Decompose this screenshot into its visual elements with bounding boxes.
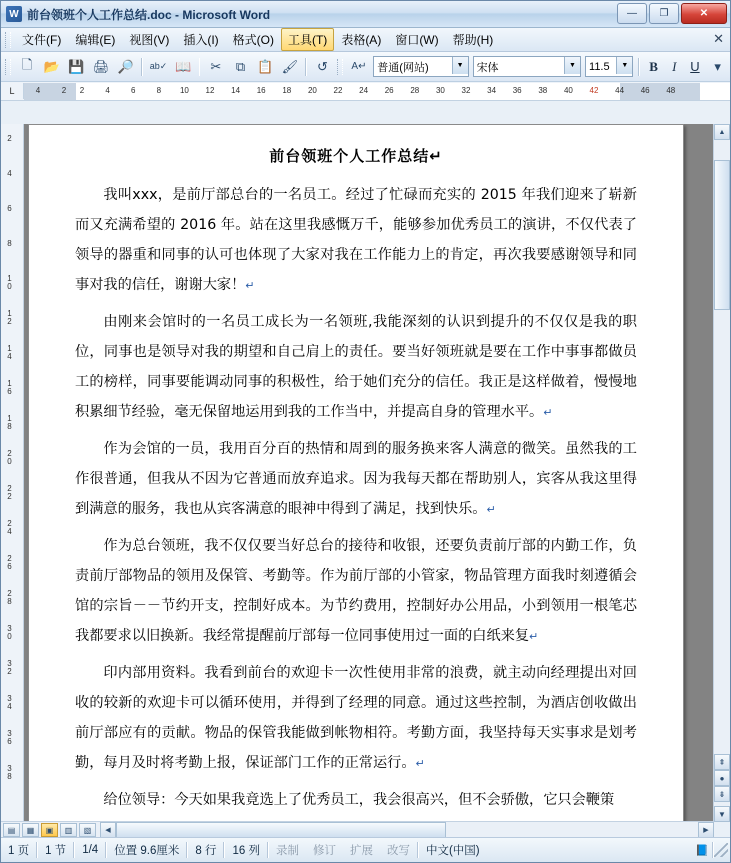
view-buttons-group	[1, 823, 96, 837]
vertical-scrollbar[interactable]	[713, 124, 730, 822]
document-page[interactable]	[28, 124, 684, 822]
paragraph-text: 给位领导：今天如果我竟选上了优秀员工，我会很高兴，但不会骄傲，它只会鞭策	[103, 792, 615, 808]
vertical-ruler-mark: 14	[5, 344, 14, 360]
scroll-up-button[interactable]: ▲	[714, 124, 730, 140]
status-section: 1 节	[45, 845, 67, 857]
vertical-ruler-mark: 34	[5, 694, 14, 710]
paragraph-mark: ↵	[245, 279, 255, 292]
ruler-mark: 16	[256, 85, 266, 95]
italic-button[interactable]	[664, 56, 685, 78]
ruler-mark: 34	[487, 85, 497, 95]
new-document-icon[interactable]: 🗋	[21, 56, 33, 72]
spell-check-icon[interactable]: 📘	[695, 844, 709, 857]
paragraph-text: 我叫xxx，是前厅部总台的一名员工。经过了忙碌而充实的 2015 年我们迎来了崭新而又充满希望的 2016 年。站在这里我感慨万千，能够参加优秀员工的演讲，不仅代表了领导的器重和同事的认可也体现了大家对我在工作能力上的肯定，再次我要感谢领导和同事对我的信任，谢谢大家！	[75, 187, 637, 293]
horizontal-ruler[interactable]	[1, 82, 730, 101]
bold-button[interactable]	[643, 56, 664, 78]
toolbar-separator	[141, 58, 143, 76]
status-track-changes[interactable]: 修订	[312, 845, 336, 857]
vertical-ruler-mark: 16	[5, 379, 14, 395]
next-page-button[interactable]: ⇟	[714, 786, 730, 802]
underline-label: U	[690, 59, 700, 74]
horizontal-scroll-thumb[interactable]	[116, 822, 446, 838]
window-controls	[617, 3, 727, 24]
close-button[interactable]: ✕	[681, 3, 727, 24]
word-document-icon: W	[6, 6, 22, 22]
resize-grip[interactable]	[714, 843, 728, 857]
ruler-mark: 14	[231, 85, 241, 95]
vertical-ruler-mark: 8	[5, 239, 14, 247]
vertical-ruler-mark: 28	[5, 589, 14, 605]
cut-icon[interactable]: ✂	[210, 58, 222, 74]
ruler-mark: 2	[79, 85, 85, 95]
ruler-mark: 20	[307, 85, 317, 95]
vertical-ruler-mark: 6	[5, 204, 14, 212]
menu-item-table[interactable]: 表格(A)	[341, 33, 382, 47]
tab-selector-button[interactable]: L	[1, 83, 24, 99]
vertical-ruler-mark: 18	[5, 414, 14, 430]
print-preview-icon[interactable]: 🔎	[117, 58, 134, 74]
vertical-ruler-mark: 24	[5, 519, 14, 535]
vertical-ruler-mark: 36	[5, 729, 14, 745]
format-painter-icon[interactable]: 🖌	[281, 58, 299, 74]
toolbar-options-icon[interactable]: ▾	[714, 58, 721, 74]
outline-view-button[interactable]: ▥	[60, 823, 77, 837]
paste-icon[interactable]: 📋	[257, 58, 274, 74]
scroll-left-button[interactable]: ◀	[100, 822, 116, 838]
vertical-ruler[interactable]	[1, 124, 24, 822]
ruler-mark: 28	[410, 85, 420, 95]
styles-and-formatting-icon[interactable]: A↵	[351, 61, 367, 72]
paragraph-text: 印内部用资料。我看到前台的欢迎卡一次性使用非常的浪费，就主动向经理提出对回收的较新的欢迎卡可以循环使用，并得到了经理的同意。通过这些控制，为酒店创收做出前厅部应有的贡献。物品的保管我能做到帐物相符。考勤方面，我坚持每天实事求是划考勤，每月及时将考勤上报，保证部门工作的正常运行。	[75, 665, 637, 771]
status-right-group	[692, 842, 730, 858]
normal-view-button[interactable]: ▤	[3, 823, 20, 837]
scroll-right-button[interactable]: ▶	[698, 822, 714, 838]
select-browse-object-button[interactable]: ●	[714, 770, 730, 786]
ruler-mark: 18	[282, 85, 292, 95]
research-icon[interactable]: 📖	[175, 58, 192, 74]
horizontal-scroll-track[interactable]	[116, 822, 698, 838]
ruler-mark: 6	[130, 85, 136, 95]
menu-item-file[interactable]: 文件(F)	[22, 33, 62, 47]
vertical-scroll-thumb[interactable]	[714, 160, 730, 310]
status-position: 位置 9.6厘米	[114, 845, 180, 857]
document-paragraph[interactable]	[75, 658, 637, 779]
status-record-macro[interactable]: 录制	[275, 845, 299, 857]
vertical-ruler-mark: 26	[5, 554, 14, 570]
paragraph-mark: ↵	[529, 630, 539, 643]
status-page-count: 1/4	[82, 844, 99, 856]
document-heading	[75, 145, 637, 166]
toolbar-separator	[638, 58, 640, 76]
ruler-margin-region	[620, 83, 700, 100]
undo-icon[interactable]: ↺	[317, 58, 328, 74]
vertical-ruler-mark: 30	[5, 624, 14, 640]
ruler-mark: 4	[105, 85, 110, 95]
print-layout-view-button[interactable]: ▣	[41, 823, 58, 837]
menu-item-insert[interactable]: 插入(I)	[183, 33, 219, 47]
style-combo[interactable]	[373, 56, 468, 77]
document-paragraph[interactable]	[75, 180, 637, 301]
window-title: 前台领班个人工作总结.doc - Microsoft Word	[27, 7, 271, 22]
ruler-mark: 10	[179, 85, 189, 95]
minimize-button[interactable]: —	[617, 3, 647, 24]
ruler-scale[interactable]	[76, 83, 730, 100]
vertical-ruler-mark: 32	[5, 659, 14, 675]
vertical-ruler-mark: 10	[5, 274, 14, 290]
scroll-down-button[interactable]: ▼	[714, 806, 730, 822]
ruler-mark: 24	[359, 85, 369, 95]
ruler-mark: 4	[35, 85, 41, 95]
close-document-button[interactable]: ✕	[713, 31, 724, 46]
document-paragraph[interactable]	[75, 434, 637, 525]
document-paragraph[interactable]	[75, 307, 637, 428]
paragraph-mark: ↵	[415, 757, 425, 770]
ruler-mark: 40	[563, 85, 573, 95]
maximize-button[interactable]: ❐	[649, 3, 679, 24]
vertical-ruler-mark: 12	[5, 309, 14, 325]
menu-item-window[interactable]: 窗口(W)	[395, 33, 439, 47]
paragraph-text: 作为总台领班，我不仅仅要当好总台的接待和收银，还要负责前厅部的内勤工作，负责前厅部物品的领用及保管、考勤等。作为前厅部的小管家，物品管理方面我时刻遵循会馆的宗旨－－节约开支，控制好成本。为节约费用，控制好办公用品，小到领用一根笔芯我都要求以旧换新。我经常提醒前厅部每一位同事使用过一面的白纸来复	[75, 538, 637, 644]
paragraph-mark: ↵	[429, 147, 443, 165]
ruler-mark: 38	[538, 85, 548, 95]
font-combo[interactable]	[473, 56, 581, 77]
status-bar	[1, 837, 730, 862]
ruler-mark: 32	[461, 85, 471, 95]
menu-item-edit[interactable]: 编辑(E)	[75, 33, 116, 47]
chevron-down-icon[interactable]: ▼	[452, 57, 468, 74]
chevron-down-icon[interactable]: ▼	[616, 57, 632, 74]
italic-label: I	[672, 58, 677, 74]
status-column: 16 列	[232, 845, 260, 857]
toolbar-separator	[199, 58, 201, 76]
bold-label: B	[649, 58, 658, 74]
print-icon[interactable]: 🖨	[92, 58, 110, 74]
menu-item-help[interactable]: 帮助(H)	[452, 33, 494, 47]
title-bar	[1, 1, 730, 28]
ruler-mark: 46	[640, 85, 650, 95]
document-paragraph[interactable]	[75, 785, 637, 815]
paragraph-mark: ↵	[486, 503, 496, 516]
document-heading-text: 前台领班个人工作总结	[269, 147, 430, 165]
ruler-mark: 8	[156, 85, 162, 95]
ruler-mark: 22	[333, 85, 343, 95]
status-line: 8 行	[195, 845, 217, 857]
ruler-mark: 48	[666, 85, 676, 95]
ruler-mark: 12	[205, 85, 215, 95]
font-combo-value: 宋体	[476, 61, 499, 74]
save-icon[interactable]: 💾	[68, 58, 85, 74]
paragraph-text: 作为会馆的一员，我用百分百的热情和周到的服务换来客人满意的微笑。虽然我的工作很普通，但我从不因为它普通而放弃追求。因为我每天都在帮助别人，宾客从我这里得到满意的服务，我也从宾客满意的眼神中得到了满足，找到快乐。	[75, 441, 637, 517]
vertical-ruler-mark: 20	[5, 449, 14, 465]
web-layout-view-button[interactable]: ▦	[22, 823, 39, 837]
ruler-mark: 2	[61, 85, 67, 95]
ruler-mark: 42	[589, 85, 599, 95]
vertical-ruler-mark: 2	[5, 134, 14, 142]
horizontal-scrollbar-row	[1, 821, 714, 838]
style-combo-value: 普通(网站)	[377, 61, 429, 74]
ruler-mark: 26	[384, 85, 394, 95]
menu-bar	[1, 28, 730, 52]
menu-item-view[interactable]: 视图(V)	[129, 33, 170, 47]
open-document-icon[interactable]: 📂	[43, 58, 60, 74]
status-page: 1 页	[8, 845, 30, 857]
spelling-check-icon[interactable]: ab✓	[149, 61, 168, 71]
standard-toolbar	[1, 52, 730, 82]
chevron-down-icon[interactable]: ▼	[564, 57, 580, 74]
reading-layout-view-button[interactable]: ▧	[79, 823, 96, 837]
ruler-mark: 44	[615, 85, 625, 95]
status-extend-selection[interactable]: 扩展	[349, 845, 373, 857]
font-size-combo[interactable]	[585, 56, 633, 77]
document-workspace	[1, 124, 730, 822]
status-overtype[interactable]: 改写	[386, 845, 410, 857]
copy-icon[interactable]: ⧉	[235, 58, 246, 74]
ruler-mark: 30	[435, 85, 445, 95]
menu-drag-handle[interactable]	[5, 32, 11, 48]
vertical-ruler-mark: 4	[5, 169, 14, 177]
document-paragraph[interactable]	[75, 531, 637, 652]
underline-button[interactable]	[685, 56, 706, 78]
standard-toolbar-drag-handle[interactable]	[5, 59, 11, 75]
paragraph-text: 由刚来会馆时的一名员工成长为一名领班,我能深刻的认识到提升的不仅仅是我的职位，同事也是领导对我的期望和自己肩上的责任。要当好领班就是要在工作中事事都做员工的榜样，同事要能调动同事的积极性，给于她们充分的信任。我正是这样做着，慢慢地积累细节经验，毫无保留地运用到我的工作当中，并提高自身的管理水平。	[75, 314, 637, 420]
previous-page-button[interactable]: ⇞	[714, 754, 730, 770]
status-language[interactable]: 中文(中国)	[425, 845, 480, 857]
formatting-toolbar-drag-handle[interactable]	[337, 59, 343, 75]
menu-item-tools[interactable]: 工具(T)	[281, 28, 334, 51]
paragraph-mark: ↵	[543, 406, 553, 419]
vertical-ruler-mark: 22	[5, 484, 14, 500]
toolbar-separator	[305, 58, 307, 76]
font-size-combo-value: 11.5	[589, 60, 610, 73]
vertical-ruler-mark: 38	[5, 764, 14, 780]
document-scroll-area[interactable]	[24, 124, 730, 822]
ruler-mark: 36	[512, 85, 522, 95]
menu-item-format[interactable]: 格式(O)	[232, 33, 274, 47]
